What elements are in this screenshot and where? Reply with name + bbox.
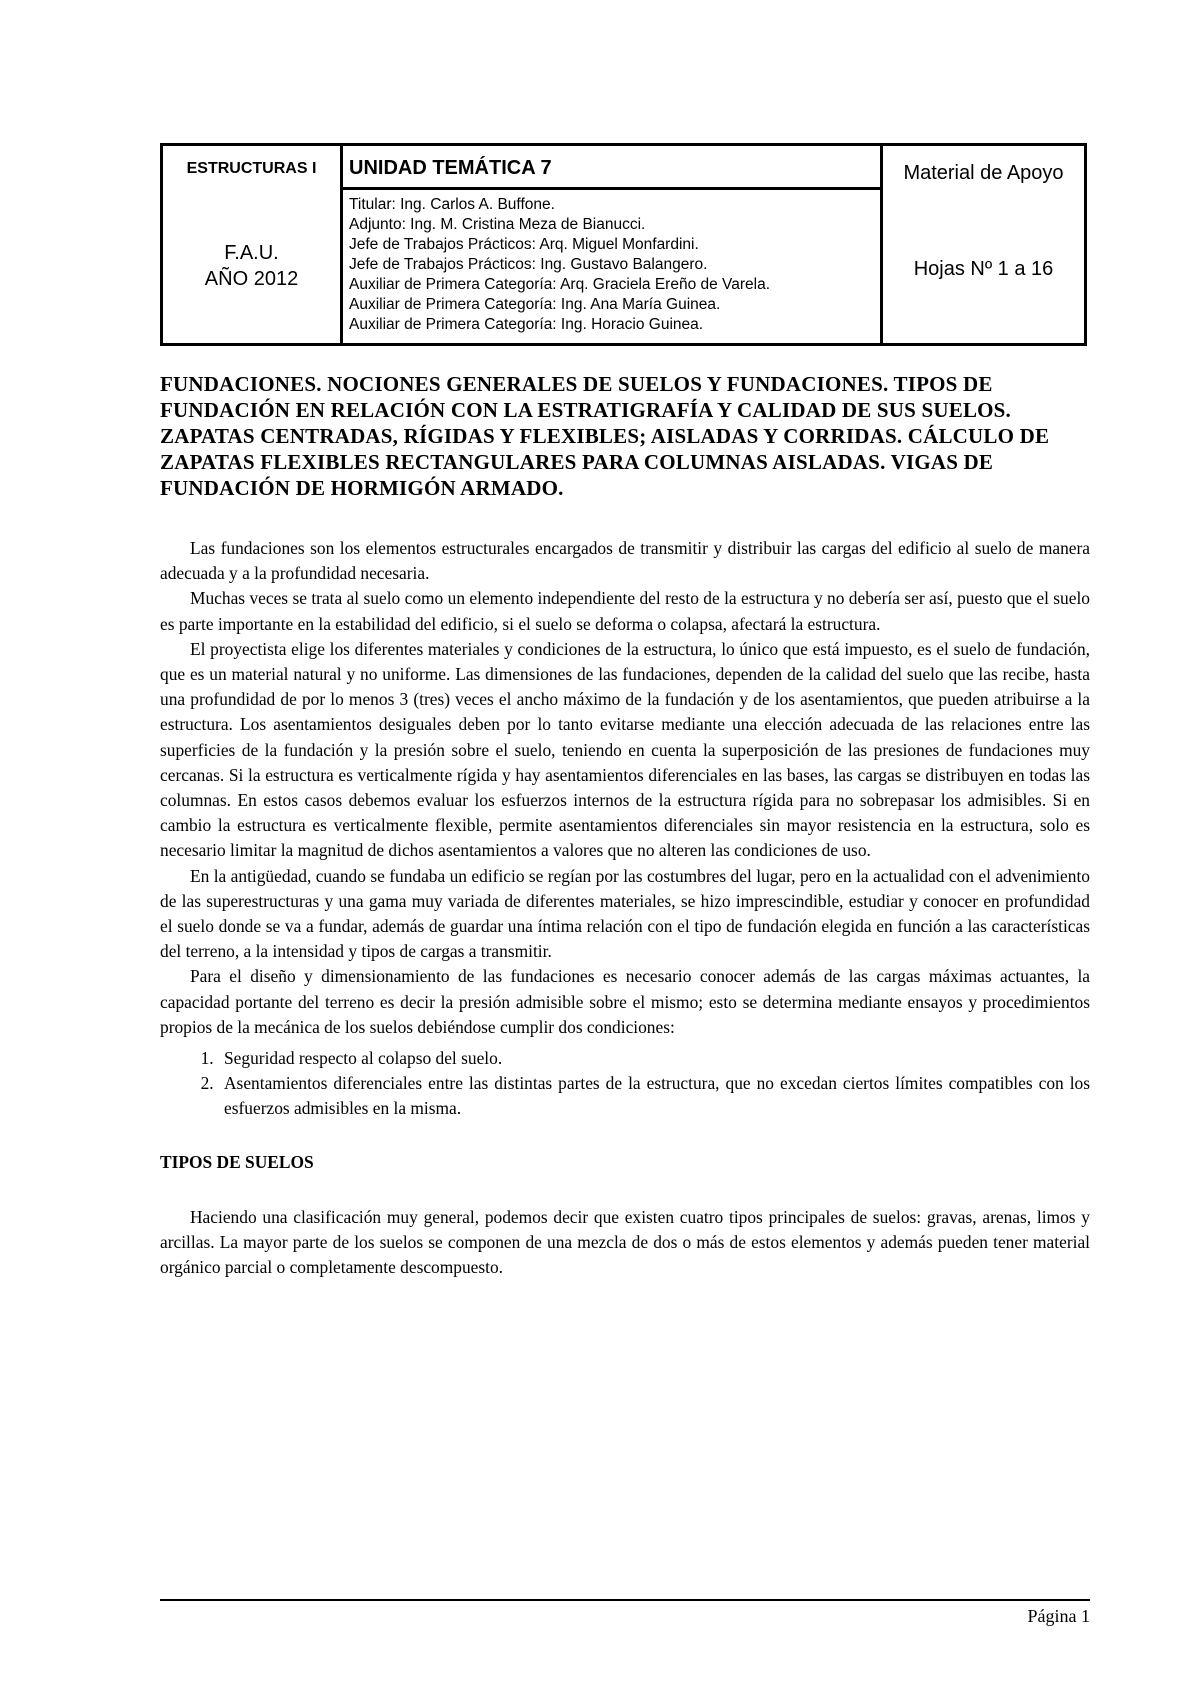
staff-item: Titular: Ing. Carlos A. Buffone. — [349, 196, 555, 213]
page-number: Página 1 — [1027, 1606, 1090, 1626]
list-item: 1. Seguridad respecto al colapso del suelo. — [218, 1046, 1090, 1071]
header-course-cell — [163, 146, 343, 343]
faculty-year — [163, 240, 340, 292]
material-label: Material de Apoyo — [903, 162, 1064, 184]
course-name: ESTRUCTURAS I — [186, 160, 317, 177]
section-heading: TIPOS DE SUELOS — [160, 1151, 314, 1172]
staff-item: Auxiliar de Primera Categoría: Ing. Ana María Guinea. — [349, 296, 721, 313]
document-body — [160, 536, 1090, 1280]
paragraph: Las fundaciones son los elementos estructurales encargados de transmitir y distribuir las cargas del edificio al suelo de manera adecuada y a la profundidad necesaria. — [160, 538, 1090, 584]
header-table — [160, 143, 1087, 346]
staff-item: Jefe de Trabajos Prácticos: Arq. Miguel Monfardini. — [349, 236, 699, 253]
staff-list — [349, 195, 770, 335]
staff-item: Jefe de Trabajos Prácticos: Ing. Gustavo Balangero. — [349, 256, 708, 273]
unit-title: UNIDAD TEMÁTICA 7 — [343, 146, 880, 190]
header-unit-cell — [343, 146, 883, 343]
document-title: FUNDACIONES. NOCIONES GENERALES DE SUELOS Y FUNDACIONES. TIPOS DE FUNDACIÓN EN RELACIÓN CON LA ESTRATIGRAFÍA Y CALIDAD DE SUS SUELOS. ZAPATAS CENTRADAS, RÍGIDAS Y FLEXIBLES; AISLADAS Y CORRIDAS. CÁLCULO DE ZAPATAS FLEXIBLES RECTANGULARES PARA COLUMNAS AISLADAS. VIGAS DE FUNDACIÓN DE HORMIGÓN ARMADO. — [160, 372, 1050, 500]
faculty: F.A.U. — [224, 242, 279, 264]
paragraph: Para el diseño y dimensionamiento de las fundaciones es necesario conocer además de las cargas máximas actuantes, la capacidad portante del terreno es decir la presión admisible sobre el mismo; esto se determina mediante ensayos y procedimientos propios de la mecánica de los suelos debiéndose cumplir dos condiciones: — [160, 966, 1090, 1037]
year: AÑO 2012 — [204, 268, 299, 290]
footer-divider — [160, 1599, 1090, 1601]
paragraph: En la antigüedad, cuando se fundaba un edificio se regían por las costumbres del lugar, pero en la actualidad con el advenimiento de las superestructuras y una gama muy variada de diferentes materiales, se hizo imprescindible, estudiar y conocer en profundidad el suelo donde se va a fundar, además de guardar una íntima relación con el tipo de fundación elegida en función a las características del terreno, a la intensidad y tipos de cargas a transmitir. — [160, 865, 1090, 962]
sheets-label: Hojas Nº 1 a 16 — [913, 258, 1054, 280]
list-item: 2. Asentamientos diferenciales entre las distintas partes de la estructura, que no excedan ciertos límites compatibles con los esfuerzos admisibles en la misma. — [218, 1071, 1090, 1121]
paragraph: El proyectista elige los diferentes materiales y condiciones de la estructura, lo único que está impuesto, es el suelo de fundación, que es un material natural y no uniforme. Las dimensiones de las fundaciones, dependen de la calidad del suelo que las recibe, hasta una profundidad de por lo menos 3 (tres) veces el ancho máximo de la fundación y de los asentamientos, que pueden atribuirse a la estructura. Los asentamientos desiguales deben por lo tanto evitarse mediante una elección adecuada de las relaciones entre las superficies de la fundación y la presión sobre el suelo, teniendo en cuenta la superposición de las presiones de fundaciones muy cercanas. Si la estructura es verticalmente rígida y hay asentamientos diferenciales en las bases, las cargas se distribuyen en todas las columnas. En estos casos debemos evaluar los esfuerzos internos de la estructura rígida para no sobrepasar los admisibles. Si en cambio la estructura es verticalmente flexible, permite asentamientos diferenciales sin mayor resistencia en la estructura, solo es necesario limitar la magnitud de dichos asentamientos a valores que no alteren las condiciones de uso. — [160, 638, 1090, 861]
conditions-list — [160, 1046, 1090, 1122]
staff-item: Auxiliar de Primera Categoría: Ing. Horacio Guinea. — [349, 316, 704, 333]
paragraph: Haciendo una clasificación muy general, podemos decir que existen cuatro tipos principales de suelos: gravas, arenas, limos y arcillas. La mayor parte de los suelos se componen de una mezcla de dos o más de estos elementos y además pueden tener material orgánico parcial o completamente descompuesto. — [160, 1206, 1090, 1278]
staff-item: Auxiliar de Primera Categoría: Arq. Graciela Ereño de Varela. — [349, 276, 770, 293]
paragraph: Muchas veces se trata al suelo como un elemento independiente del resto de la estructura y no debería ser así, puesto que el suelo es parte importante en la estabilidad del edificio, si el suelo se deforma o colapsa, afectará la estructura. — [160, 588, 1090, 634]
header-material-cell — [883, 146, 1084, 343]
staff-item: Adjunto: Ing. M. Cristina Meza de Bianucci. — [349, 216, 646, 233]
